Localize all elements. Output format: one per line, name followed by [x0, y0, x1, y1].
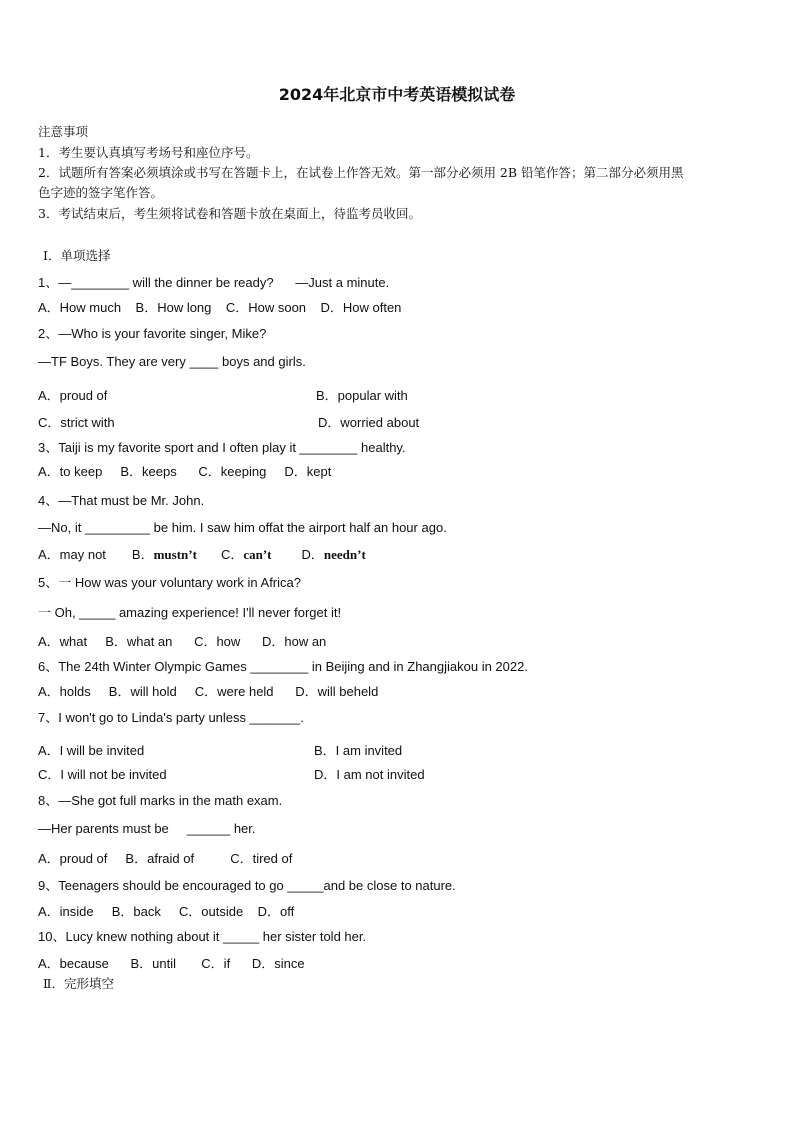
question-7-option-c: C．I will not be invited — [38, 767, 167, 782]
question-4-stem: 4、—That must be Mr. John. — [38, 493, 205, 508]
question-2-stem: 2、—Who is your favorite singer, Mike? — [38, 326, 267, 341]
question-4-option-c: can’t — [243, 547, 272, 562]
question-10-options: A．because B．until C．if D．since — [38, 956, 305, 971]
question-4-option-b-label: B． — [131, 547, 154, 562]
question-7-option-a: A．I will be invited — [38, 743, 145, 758]
question-2-option-a: A．proud of — [38, 388, 108, 403]
question-6-options: A．holds B．will hold C．were held D．will beheld — [38, 684, 379, 699]
question-2-option-c: C．strict with — [38, 415, 115, 430]
question-9-options: A．inside B．back C．outside D．off — [38, 904, 295, 919]
question-1-stem: 1、—________ will the dinner be ready? —Just a minute. — [38, 275, 390, 290]
question-3-options: A．to keep B．keeps C．keeping D．kept — [38, 464, 332, 479]
question-5-stem: 5、一 How was your voluntary work in Africa? — [38, 575, 301, 590]
question-3-stem: 3、Taiji is my favorite sport and I often play it ________ healthy. — [38, 440, 406, 455]
question-2-reply: —TF Boys. They are very ____ boys and girls. — [38, 354, 306, 369]
question-4-options — [38, 544, 366, 563]
notes-heading: 注意事项 — [38, 124, 89, 139]
question-4-option-d-label: D． — [301, 547, 324, 562]
note-1: 1．考生要认真填写考场号和座位序号。 — [38, 145, 259, 160]
question-5-reply: 一 Oh, _____ amazing experience! I'll never forget it! — [38, 605, 342, 620]
note-2-line-2: 色字迹的签字笔作答。 — [38, 185, 164, 200]
question-5-options: A．what B．what an C．how D．how an — [38, 634, 327, 649]
question-4-option-d: needn’t — [323, 547, 366, 562]
note-2-line-1: 2．试题所有答案必须填涂或书写在答题卡上，在试卷上作答无效。第一部分必须用 2B 铅笔作答；第二部分必须用黑 — [38, 165, 684, 180]
question-9-stem: 9、Teenagers should be encouraged to go _____and be close to nature. — [38, 878, 456, 893]
question-7-option-b: B．I am invited — [314, 743, 403, 758]
question-4-option-b: mustn’t — [153, 547, 197, 562]
page-title: 2024年北京市中考英语模拟试卷 — [278, 85, 516, 104]
section-heading-1: Ⅰ．单项选择 — [43, 248, 111, 263]
question-7-option-d: D．I am not invited — [314, 767, 425, 782]
question-1-options: A．How much B．How long C．How soon D．How often — [38, 300, 402, 315]
question-8-reply: —Her parents must be ______ her. — [38, 821, 256, 836]
question-8-stem: 8、—She got full marks in the math exam. — [38, 793, 283, 808]
question-7-stem: 7、I won't go to Linda's party unless _______. — [38, 710, 304, 725]
question-2-option-d: D．worried about — [318, 415, 420, 430]
section-heading-2: Ⅱ．完形填空 — [43, 976, 114, 991]
question-4-option-c-label: C． — [220, 547, 244, 562]
question-10-stem: 10、Lucy knew nothing about it _____ her sister told her. — [38, 929, 367, 944]
question-4-reply: —No, it _________ be him. I saw him offat the airport half an hour ago. — [38, 520, 447, 535]
question-2-option-b: B．popular with — [316, 388, 408, 403]
question-8-options: A．proud of B．afraid of C．tired of — [38, 851, 293, 866]
note-3: 3．考试结束后，考生须将试卷和答题卡放在桌面上，待监考员收回。 — [38, 206, 421, 221]
question-4-option-a: A．may not — [38, 547, 106, 562]
question-6-stem: 6、The 24th Winter Olympic Games ________ in Beijing and in Zhangjiakou in 2022. — [38, 659, 528, 674]
